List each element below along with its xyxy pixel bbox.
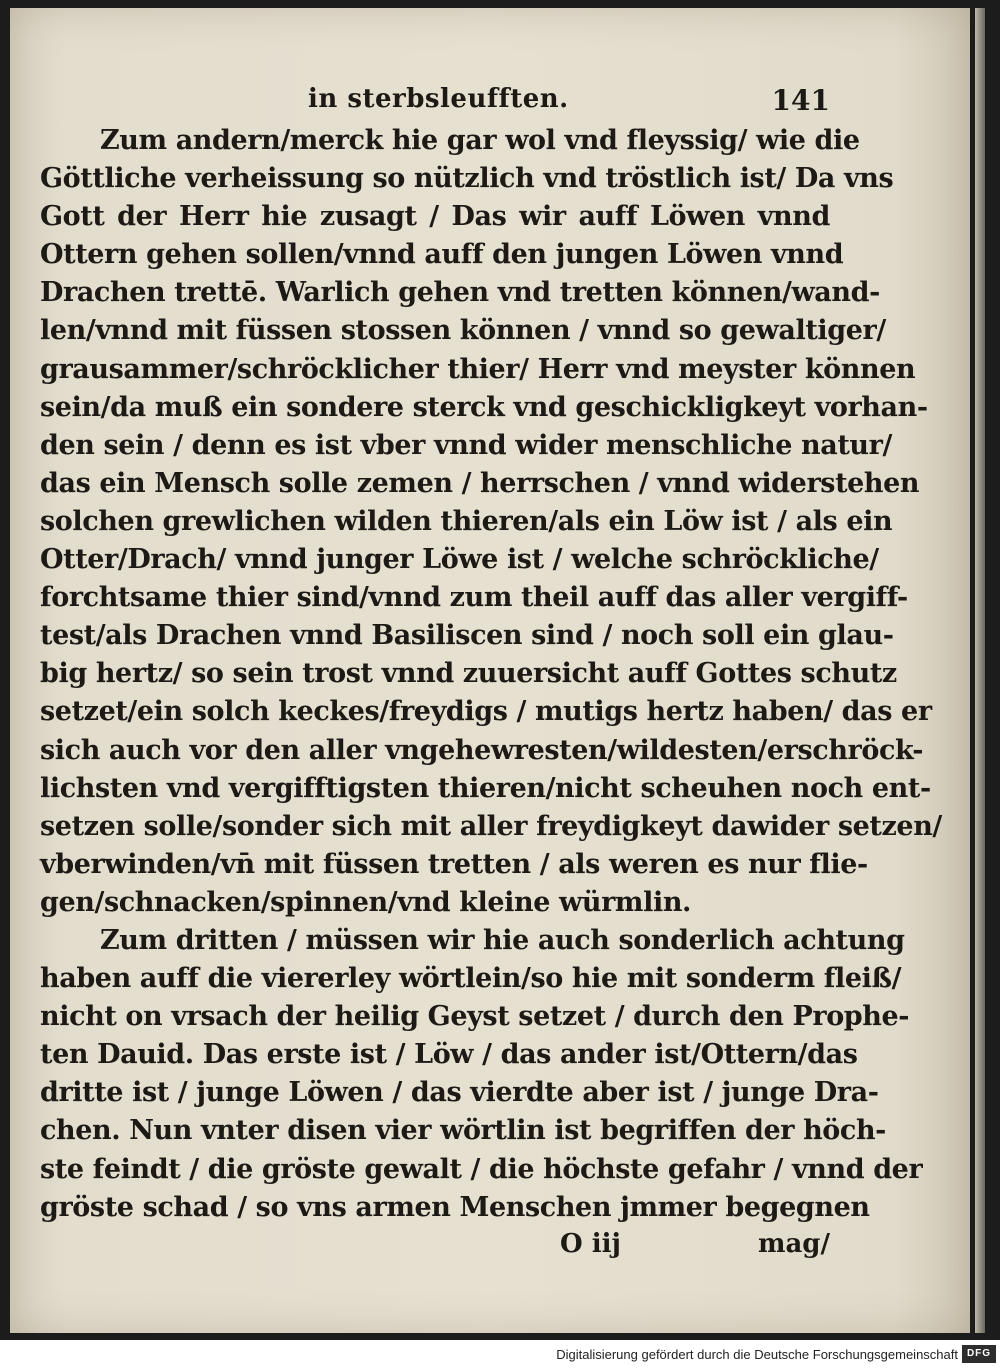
text-line: nicht on vrsach der heilig Geyst setzet / durch den Prophe- <box>40 1001 910 1033</box>
text-line: big hertz/ so sein trost vnnd zuuersicht auff Gottes schutz <box>40 658 897 690</box>
text-line: den sein / denn es ist vber vnnd wider menschliche natur/ <box>40 429 892 461</box>
text-line: vberwinden/vn̄ mit füssen tretten / als weren es nur flie- <box>40 848 868 880</box>
dfg-logo: DFG <box>962 1345 996 1363</box>
text-line: Göttliche verheissung so nützlich vnd tröstlich ist/ Da vns <box>40 163 894 195</box>
text-line: grausammer/schröcklicher thier/ Herr vnd meyster können <box>40 353 916 385</box>
signature-mark: O iij <box>560 1228 621 1259</box>
book-page <box>10 8 970 1333</box>
text-line: Drachen trettē. Warlich gehen vnd tretten können/wand- <box>40 277 880 309</box>
text-line: test/als Drachen vnnd Basiliscen sind / noch soll ein glau- <box>40 620 894 652</box>
page-footer <box>40 1227 830 1267</box>
text-line: Ottern gehen sollen/vnnd auff den jungen Löwen vnnd <box>40 239 844 271</box>
text-line: ste feindt / die gröste gewalt / die höchste gefahr / vnnd der <box>40 1153 923 1185</box>
page-header <box>40 78 830 122</box>
text-line: Zum andern/merck hie gar wol vnd fleyssig/ wie die <box>100 125 860 156</box>
text-line: setzen solle/sonder sich mit aller freydigkeyt dawider setzen/ <box>40 810 942 842</box>
catchword: mag/ <box>757 1228 830 1259</box>
text-line: lichsten vnd vergifftigsten thieren/nicht scheuhen noch ent- <box>40 772 931 804</box>
text-line: Zum dritten / müssen wir hie auch sonderlich achtung <box>100 924 905 956</box>
page-edge <box>975 8 985 1333</box>
text-line: ten Dauid. Das erste ist / Löw / das ander ist/Ottern/das <box>40 1039 858 1071</box>
text-line: setzet/ein solch keckes/freydigs / mutigs hertz haben/ das er <box>40 696 932 728</box>
text-line: dritte ist / junge Löwen / das vierdte aber ist / junge Dra- <box>40 1077 879 1109</box>
text-line: haben auff die viererley wörtlein/so hie mit sonderm fleiß/ <box>40 963 902 995</box>
text-line: solchen grewlichen wilden thieren/als ein Löw ist / als ein <box>40 505 893 537</box>
text-block <box>40 78 942 1267</box>
text-line: sein/da muß ein sondere sterck vnd geschickligkeyt vorhan- <box>40 391 928 423</box>
text-line: Gott der Herr hie zusagt / Das wir auff Löwen vnnd <box>40 201 830 233</box>
text-line: sich auch vor den aller vngehewresten/wildesten/erschröck- <box>40 734 924 766</box>
text-line: chen. Nun vnter disen vier wörtlin ist begriffen der höch- <box>40 1115 886 1147</box>
funding-credit: Digitalisierung gefördert durch die Deutsche Forschungsgemeinschaft <box>556 1347 958 1362</box>
text-line: gen/schnacken/spinnen/vnd kleine würmlin. <box>40 886 692 918</box>
text-line: gröste schad / so vns armen Menschen jmmer begegnen <box>40 1191 870 1223</box>
page-number: 141 <box>771 84 830 117</box>
text-line: len/vnnd mit füssen stossen können / vnnd so gewaltiger/ <box>40 315 886 347</box>
text-line: forchtsame thier sind/vnnd zum theil auff das aller vergiff- <box>40 582 908 614</box>
body-text <box>40 122 942 1227</box>
running-head: in sterbsleufften. <box>308 84 569 114</box>
text-line: das ein Mensch solle zemen / herrschen / vnnd widerstehen <box>40 467 920 499</box>
text-line: Otter/Drach/ vnnd junger Löwe ist / welche schröckliche/ <box>40 544 879 576</box>
